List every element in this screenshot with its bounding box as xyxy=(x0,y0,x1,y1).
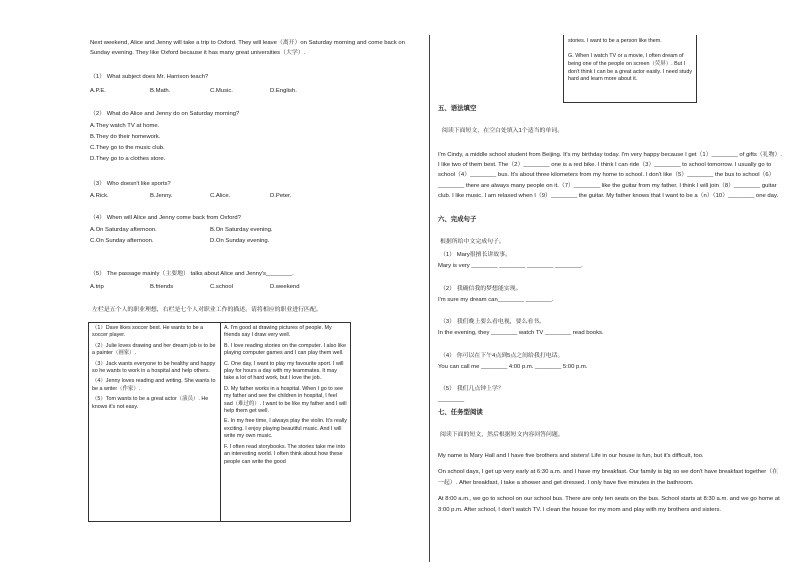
sentence-chinese: （4） 你可以在下午4点到5点之间给我打电话。 xyxy=(440,353,564,359)
sentence-answer[interactable]: ________ xyxy=(438,397,465,403)
career-item: （2）Julie loves drawing and her dream job is to be a painter（画家）. xyxy=(92,342,216,357)
option-b[interactable]: B.On Saturday evening. xyxy=(210,227,273,233)
option-d[interactable]: D.They go to a clothes store. xyxy=(90,156,166,162)
description-item: E. In my free time, I always play the violin. It's really exciting. I enjoy playing beautiful music. And I will write my own music. xyxy=(224,418,347,440)
section-five-title: 五、语法填空 xyxy=(438,105,477,112)
option-b[interactable]: B.Math. xyxy=(150,88,171,94)
sentence-chinese: （5） 我们几点钟上学？ xyxy=(440,386,504,392)
question-stem: （4） When will Alice and Jenny come back from Oxford? xyxy=(90,215,241,221)
option-c[interactable]: C.They go to the music club. xyxy=(90,145,165,151)
description-item: D. My father works in a hospital. When I go to see my father and see the children in hospital, I feel sad（难过的）. I want to be like my father and I will help them get well. xyxy=(224,385,347,415)
section-five-instruction: 阅读下面短文，在空白处填入1个适当的单词。 xyxy=(442,128,564,134)
option-d[interactable]: D.weekend xyxy=(270,284,300,290)
career-dreams-column xyxy=(89,323,221,522)
option-b[interactable]: B.Jenny. xyxy=(150,193,173,199)
option-d[interactable]: D.Peter. xyxy=(270,193,292,199)
section-six-title: 六、完成句子 xyxy=(438,216,477,223)
option-a[interactable]: A.P.E. xyxy=(90,88,106,94)
job-descriptions-column xyxy=(221,323,351,522)
option-c[interactable]: C.On Sunday afternoon. xyxy=(90,238,154,244)
section-seven-title: 七、任务型阅读 xyxy=(438,409,483,416)
sentence-chinese: （1） Mary很擅长讲故事。 xyxy=(440,252,512,258)
matching-instruction: 左栏是五个人的职业理想，右栏是七个人对职业工作的描述。请将相应的职业进行匹配。 xyxy=(92,307,322,313)
description-item: G. When I watch TV or a movie, I often dream of being one of the people on screen（荧屏）. But I don't think I can be a great actor easily. I need study hard and learn more about it. xyxy=(568,53,693,83)
section-six-instruction: 根据所给中文完成句子。 xyxy=(440,239,505,245)
question-stem: （3） Who doesn't like sports? xyxy=(90,181,171,187)
matching-table xyxy=(88,322,351,522)
task-reading-paragraph: At 8:00 a.m., we go to school on our school bus. There are only ten seats on the bus. School starts at 8:30 a.m. and we go home at 3:00 p.m. After school, I don't watch TV. I clean the house for my mom and play with my brothers and sisters. xyxy=(438,496,780,513)
task-reading-paragraph: My name is Mary Hall and I have five brothers and sisters! Life in our house is fun, but it's difficult, too. xyxy=(438,453,704,459)
option-b[interactable]: B.friends xyxy=(150,284,174,290)
description-item: stories. I want to be a person like them. xyxy=(568,38,662,44)
description-item: F. I often read storybooks. The stories take me into an interesting world. I often think about how these people can write the good xyxy=(224,443,345,465)
option-c[interactable]: C.Alice. xyxy=(210,193,231,199)
option-a[interactable]: A.trip xyxy=(90,284,104,290)
sentence-answer[interactable]: In the evening, they ________ watch TV ________ read books. xyxy=(438,330,604,336)
sentence-chinese: （2） 我确信我的梦想能实现。 xyxy=(440,286,522,292)
option-d[interactable]: D.English. xyxy=(270,88,297,94)
sentence-chinese: （3） 我们晚上要么看电视，要么看书。 xyxy=(440,319,546,325)
option-a[interactable]: A.Rick. xyxy=(90,193,109,199)
grammar-fill-passage: I'm Cindy, a middle school student from Beijing. It's my birthday today. I'm very happy because I get（1）________ of gifts（礼物）. I like two of them best. The（2）________ one is a red bike. I think I can ride（3）________ to school tomorrow. I usually go to school（4）________ bus. It's about three kilometers from my home to school. I don't like（5）________ the bus to school（6）________ there are always many people on it.（7）________ like the guitar from my father. I think I will join（8）________ guitar club. I like music. I am relaxed when I（9）________ the guitar. My father knows that I want to be a（n）（10）________ one day. xyxy=(438,152,782,199)
option-b[interactable]: B.They do their homework. xyxy=(90,134,161,140)
description-item: B. I love reading stories on the computer. I also like playing computer games and I can play them well. xyxy=(224,342,346,357)
sentence-answer[interactable]: I'm sure my dream can________ ________. xyxy=(438,297,554,303)
option-c[interactable]: C.school xyxy=(210,284,233,290)
question-stem: （5） The passage mainly（主要地） talks about Alice and Jenny's________. xyxy=(90,271,294,277)
career-item: （3）Jack wants everyone to be healthy and happy so he wants to work in a hospital and help others. xyxy=(92,360,216,375)
option-d[interactable]: D.On Sunday evening. xyxy=(210,238,270,244)
question-stem: （1） What subject does Mr. Harrison teach? xyxy=(90,74,209,80)
career-item: （4）Jenny loves reading and writing. She wants to be a writer（作家）. xyxy=(92,378,216,392)
right-page xyxy=(430,0,794,562)
option-a[interactable]: A.On Saturday afternoon. xyxy=(90,227,157,233)
sentence-answer[interactable]: Mary is very ________ ________ ________ ________. xyxy=(438,263,583,269)
option-a[interactable]: A.They watch TV at home. xyxy=(90,123,160,129)
reading-passage-end: Next weekend, Alice and Jenny will take a trip to Oxford. They will leave（离开）on Saturday morning and come back on Sunday evening. They like Oxford because it has many great universities（大学）. xyxy=(90,40,405,56)
section-seven-instruction: 阅读下面的短文，然后根据短文内容回答问题。 xyxy=(440,432,564,438)
description-item: A. I'm good at drawing pictures of people. My friends say I draw very well. xyxy=(224,325,332,339)
description-item: C. One day, I want to play my favourite sport. I will play for hours a day with my teammates. It may take a lot of hard work, but I love the job. xyxy=(224,360,344,382)
question-stem: （2） What do Alice and Jenny do on Saturday morning? xyxy=(90,111,240,117)
task-reading-paragraph: On school days, I get up very early at 6:30 a.m. and I have my breakfast. Our family is big so we don't have breakfast together（在一起）. After breakfast, I take a shower and get dressed. I only have five minutes in the bathroom. xyxy=(438,469,779,486)
career-item: （5）Tom wants to be a great actor（演员）. He knows it's not easy. xyxy=(92,396,209,410)
career-item: （1）Dave likes soccer best. He wants to be a soccer player. xyxy=(92,325,204,339)
sentence-answer[interactable]: You can call me ________ 4:00 p.m. ________ 5:00 p.m. xyxy=(438,364,588,370)
option-c[interactable]: C.Music. xyxy=(210,88,233,94)
